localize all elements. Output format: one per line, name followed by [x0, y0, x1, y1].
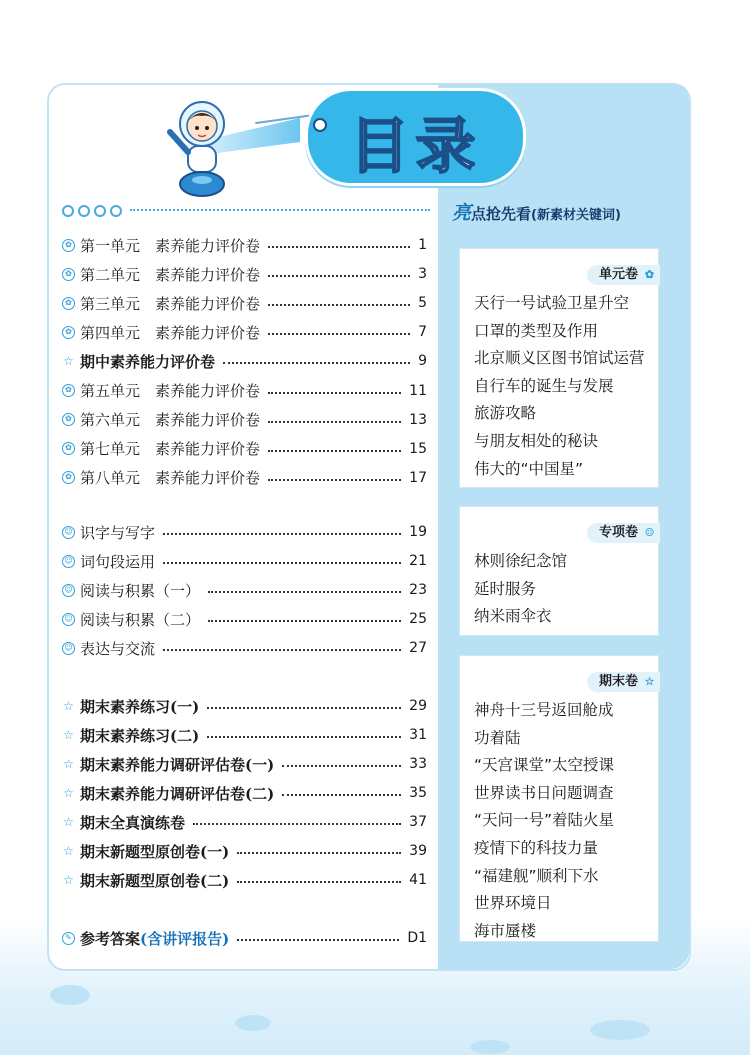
toc-entry-label: 第二单元 素养能力评价卷 — [80, 265, 261, 284]
toc-entry-page: 17 — [409, 469, 427, 486]
toc-entry[interactable] — [62, 467, 427, 489]
toc-entry-label: 阅读与积累（一） — [80, 581, 201, 600]
toc-entry-label: 期末素养练习(一) — [80, 697, 200, 716]
highlight-item: 神舟十三号返回舱成 — [474, 701, 614, 719]
toc-entry-label: 期末素养能力调研评估卷(二) — [80, 784, 275, 803]
toc-entry-page: 29 — [409, 698, 427, 714]
highlight-item: 口罩的类型及作用 — [474, 321, 599, 340]
highlight-item: 天行一号试验卫星升空 — [474, 294, 630, 312]
leader-dots — [268, 275, 410, 277]
toc-entry[interactable] — [62, 263, 427, 285]
highlight-box — [459, 506, 659, 636]
highlight-item: 疫情下的科技力量 — [474, 839, 599, 857]
box-label — [587, 265, 660, 285]
toc-entry[interactable] — [62, 811, 427, 833]
leader-dots — [207, 707, 401, 709]
gear-icon: ✿ — [62, 239, 75, 252]
smile-icon — [78, 205, 90, 217]
smile-icon: ☺ — [62, 555, 75, 568]
cloud-decoration — [470, 1040, 510, 1054]
leader-dots — [237, 852, 401, 854]
toc-entry-label: 第六单元 素养能力评价卷 — [80, 411, 261, 430]
smile-icon: ☺ — [62, 613, 75, 626]
leader-dots — [163, 649, 401, 651]
toc-entry-label: 表达与交流 — [80, 639, 156, 658]
toc-entry-label: 识字与写字 — [80, 523, 156, 542]
toc-entry-page: 13 — [409, 411, 427, 428]
smile-icon: ☺ — [62, 584, 75, 597]
toc-entry-label — [80, 928, 229, 949]
toc-entry-label: 期中素养能力评价卷 — [80, 352, 216, 371]
toc-entry[interactable] — [62, 695, 427, 717]
toc-entry[interactable] — [62, 840, 427, 862]
leader-dots — [223, 362, 410, 364]
pencil-icon — [110, 205, 122, 217]
gear-icon: ✿ — [62, 442, 75, 455]
page-title: 目录 — [349, 112, 482, 182]
toc-entry[interactable] — [62, 724, 427, 746]
highlight-item: 伟大的“中国星” — [474, 459, 584, 478]
toc-entry-label: 阅读与积累（二） — [80, 610, 201, 629]
star-icon: ☆ — [63, 698, 74, 713]
highlight-item: “天宫课堂”太空授课 — [474, 756, 615, 775]
toc-entry-label: 第一单元 素养能力评价卷 — [80, 236, 261, 255]
toc-entry-label: 期末全真演练卷 — [80, 813, 186, 832]
toc-entry-label: 第八单元 素养能力评价卷 — [80, 469, 261, 488]
leader-dots — [268, 421, 401, 423]
toc-entry[interactable] — [62, 409, 427, 431]
leader-dots — [268, 450, 401, 452]
gear-icon: ✿ — [62, 471, 75, 484]
toc-entry[interactable] — [62, 292, 427, 314]
toc-entry[interactable] — [62, 579, 427, 601]
star-icon: ☆ — [63, 814, 74, 829]
pencil-icon: ✎ — [62, 932, 75, 945]
highlight-item: 自行车的诞生与发展 — [474, 376, 614, 395]
toc-entry-page: D1 — [407, 930, 427, 946]
star-icon: ☆ — [644, 675, 655, 688]
leader-dots — [163, 562, 401, 564]
toc-entry[interactable] — [62, 782, 427, 804]
tag-hole — [313, 118, 327, 132]
highlight-box — [459, 248, 659, 488]
toc-entry-label: 第四单元 素养能力评价卷 — [80, 323, 261, 342]
toc-entry[interactable] — [62, 521, 427, 543]
heading-lead: 亮 — [452, 202, 472, 224]
toc-entry-label: 期末素养能力调研评估卷(一) — [80, 755, 275, 774]
gear-icon: ✿ — [62, 384, 75, 397]
highlight-item: 延时服务 — [474, 579, 537, 598]
leader-dots — [163, 533, 401, 535]
toc-entry[interactable] — [62, 753, 427, 775]
leader-dots — [208, 591, 401, 593]
highlight-box — [459, 655, 659, 942]
gear-icon: ✿ — [62, 413, 75, 426]
toc-entry-page: 11 — [409, 382, 427, 399]
leader-dots — [237, 939, 399, 941]
leader-dots — [207, 736, 401, 738]
toc-entry-page: 21 — [409, 553, 427, 569]
star-icon: ☆ — [63, 843, 74, 858]
highlight-item: 旅游攻略 — [474, 404, 537, 423]
smile-icon: ☺ — [62, 642, 75, 655]
smile-icon: ☺ — [62, 526, 75, 539]
cloud-decoration — [590, 1020, 650, 1040]
leader-dots — [268, 246, 410, 248]
toc-entry-page: 39 — [409, 843, 427, 859]
highlight-item: 北京顺义区图书馆试运营 — [474, 349, 645, 368]
toc-entry-page: 33 — [409, 756, 427, 772]
leader-dots — [268, 333, 410, 335]
star-icon: ☆ — [63, 727, 74, 742]
heading-sub: (新素材关键词) — [531, 208, 621, 223]
highlight-item: 与朋友相处的秘诀 — [474, 432, 599, 450]
box-label — [587, 523, 660, 543]
toc-entry-page: 27 — [409, 640, 427, 656]
answers-accent: (含讲评报告) — [140, 929, 230, 948]
astronaut-mascot-illustration — [160, 92, 240, 202]
toc-entry[interactable] — [62, 869, 427, 891]
toc-entry-page: 3 — [418, 266, 427, 283]
star-icon — [94, 205, 106, 217]
toc-entry[interactable] — [62, 350, 427, 372]
highlight-item: 功着陆 — [474, 728, 521, 747]
box-label-text: 期末卷 — [598, 674, 638, 689]
cloud-decoration — [50, 985, 90, 1005]
star-icon: ☆ — [63, 785, 74, 800]
gear-icon: ✿ — [644, 268, 655, 281]
highlight-item: 纳米雨伞衣 — [474, 607, 552, 626]
toc-entry-label: 第七单元 素养能力评价卷 — [80, 440, 261, 459]
leader-dots — [268, 392, 401, 394]
highlight-item: 林则徐纪念馆 — [474, 552, 568, 570]
header-icons — [62, 202, 126, 221]
toc-entry-label: 词句段运用 — [80, 552, 156, 571]
smile-icon: ☺ — [644, 526, 655, 539]
toc-entry-page: 37 — [409, 814, 427, 830]
star-icon: ☆ — [63, 872, 74, 887]
toc-entry-page: 1 — [418, 237, 427, 253]
leader-dots — [282, 765, 401, 767]
toc-entry-label: 期末新题型原创卷(一) — [80, 842, 230, 861]
toc-entry-page: 9 — [418, 353, 427, 370]
highlight-item: 世界环境日 — [474, 894, 552, 913]
toc-entry-label: 期末新题型原创卷(二) — [80, 871, 230, 890]
box-label-text: 专项卷 — [598, 525, 638, 540]
header-dotted-line — [130, 209, 430, 211]
answers-label: 参考答案 — [80, 929, 141, 948]
highlight-item: 世界读书日问题调查 — [474, 783, 614, 802]
leader-dots — [268, 479, 401, 481]
highlight-item: 海市蜃楼 — [474, 921, 537, 940]
leader-dots — [237, 881, 401, 883]
toc-entry[interactable] — [62, 234, 427, 256]
gear-icon — [62, 205, 74, 217]
toc-entry-page: 15 — [409, 440, 427, 457]
box-label — [587, 672, 660, 692]
box-label-text: 单元卷 — [598, 267, 638, 282]
toc-entry-page: 35 — [409, 785, 427, 801]
leader-dots — [282, 794, 401, 796]
highlights-heading — [452, 198, 621, 225]
toc-entry[interactable] — [62, 321, 427, 343]
title-tag — [305, 88, 526, 186]
leader-dots — [268, 304, 410, 306]
leader-dots — [208, 620, 401, 622]
star-icon: ☆ — [63, 756, 74, 771]
gear-icon: ✿ — [62, 268, 75, 281]
toc-entry-page: 5 — [418, 295, 427, 312]
toc-entry-page: 41 — [409, 872, 427, 888]
toc-entry[interactable] — [62, 380, 427, 402]
toc-entry[interactable] — [62, 608, 427, 630]
cloud-decoration — [235, 1015, 271, 1031]
toc-entry[interactable] — [62, 637, 427, 659]
heading-main: 点抢先看 — [471, 205, 532, 223]
toc-entry-label: 第五单元 素养能力评价卷 — [80, 382, 261, 400]
highlight-item: “天问一号”着陆火星 — [474, 811, 615, 830]
toc-entry-page: 7 — [418, 324, 427, 341]
toc-entry-page: 23 — [409, 582, 427, 598]
gear-icon: ✿ — [62, 297, 75, 310]
highlight-item: “福建舰”顺利下水 — [474, 866, 599, 885]
toc-entry[interactable] — [62, 438, 427, 460]
toc-entry-answers[interactable] — [62, 927, 427, 949]
toc-entry-page: 25 — [409, 611, 427, 627]
toc-entry[interactable] — [62, 550, 427, 572]
star-icon: ☆ — [63, 353, 74, 368]
toc-entry-page: 31 — [409, 727, 427, 743]
gear-icon: ✿ — [62, 326, 75, 339]
leader-dots — [193, 823, 401, 825]
toc-entry-page: 19 — [409, 524, 427, 540]
toc-entry-label: 期末素养练习(二) — [80, 726, 200, 745]
toc-entry-label: 第三单元 素养能力评价卷 — [80, 294, 261, 313]
